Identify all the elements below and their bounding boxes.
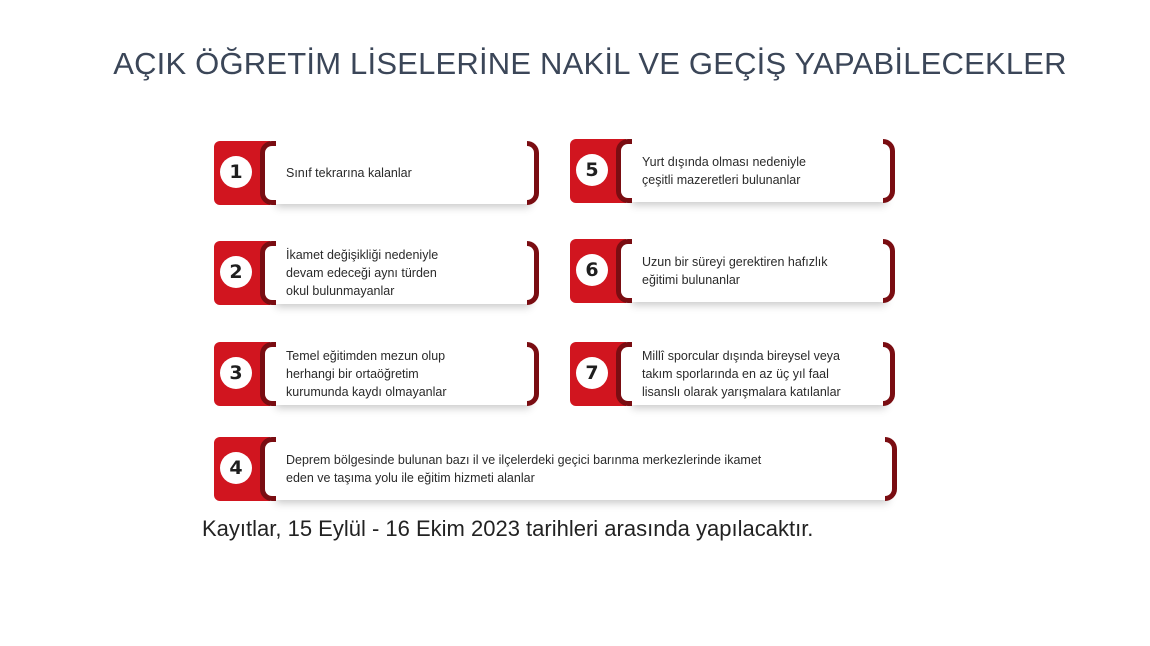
right-bracket: [527, 342, 539, 406]
left-bracket: [260, 437, 276, 501]
right-bracket: [885, 437, 897, 501]
number-circle: 1: [220, 156, 252, 188]
number-circle: 2: [220, 256, 252, 288]
page-title: AÇIK ÖĞRETİM LİSELERİNE NAKİL VE GEÇİŞ YAPABİLECEKLER: [113, 46, 1067, 81]
list-item-5: [570, 139, 895, 203]
list-item-6: [570, 239, 895, 303]
list-item-1: [214, 141, 539, 205]
item-text: Millî sporcular dışında bireysel veya takım sporlarında en az üç yıl faal lisanslı olarak yarışmalara katılanlar: [642, 349, 841, 399]
left-bracket: [616, 139, 632, 203]
right-bracket: [527, 241, 539, 305]
item-text: Deprem bölgesinde bulunan bazı il ve ilçelerdeki geçici barınma merkezlerinde ikamet eden ve taşıma yolu ile eğitim hizmeti alanlar: [286, 453, 762, 485]
right-bracket: [527, 141, 539, 205]
number-circle: 5: [576, 154, 608, 186]
item-text: Uzun bir süreyi gerektiren hafızlık eğitimi bulunanlar: [642, 255, 828, 287]
item-text: Temel eğitimden mezun olup herhangi bir ortaöğretim kurumunda kaydı olmayanlar: [286, 349, 447, 399]
list-item-4: [214, 437, 897, 501]
list-item-3: [214, 342, 539, 406]
left-bracket: [260, 241, 276, 305]
number-circle: 3: [220, 357, 252, 389]
item-text: Sınıf tekrarına kalanlar: [286, 166, 412, 180]
left-bracket: [260, 141, 276, 205]
left-bracket: [260, 342, 276, 406]
right-bracket: [883, 139, 895, 203]
registration-dates-note: Kayıtlar, 15 Eylül - 16 Ekim 2023 tarihleri arasında yapılacaktır.: [202, 516, 814, 541]
number-circle: 4: [220, 452, 252, 484]
item-text: Yurt dışında olması nedeniyle çeşitli mazeretleri bulunanlar: [642, 155, 806, 187]
left-bracket: [616, 342, 632, 406]
left-bracket: [616, 239, 632, 303]
list-item-2: [214, 241, 539, 305]
item-text: İkamet değişikliği nedeniyle devam edeceği aynı türden okul bulunmayanlar: [286, 248, 439, 298]
list-item-7: [570, 342, 895, 406]
right-bracket: [883, 342, 895, 406]
number-circle: 6: [576, 254, 608, 286]
right-bracket: [883, 239, 895, 303]
number-circle: 7: [576, 357, 608, 389]
